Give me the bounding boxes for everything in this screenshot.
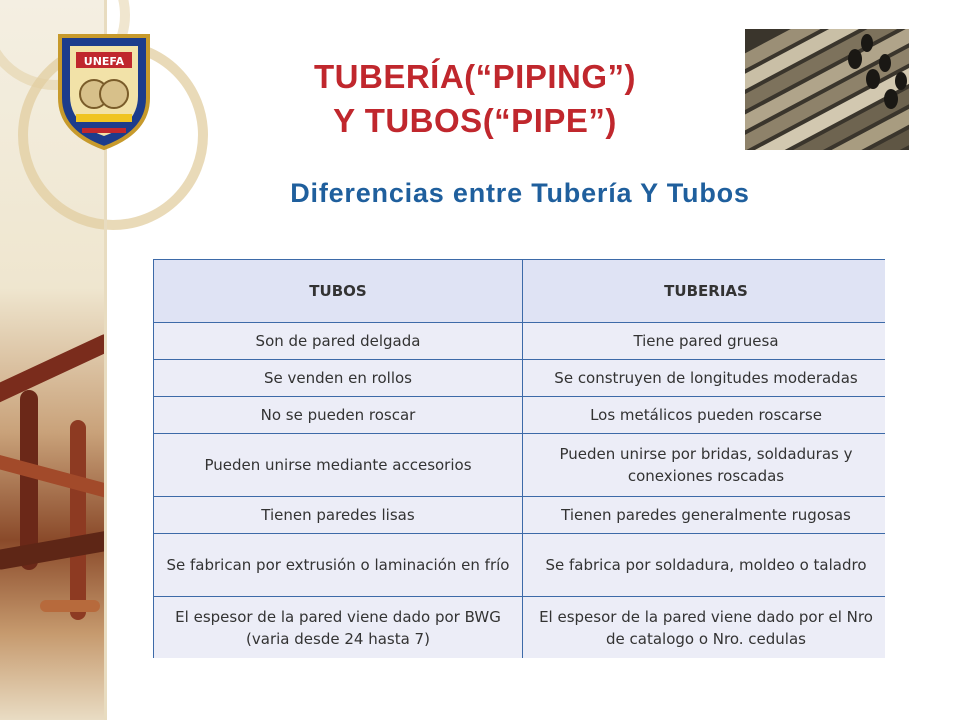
cell-tubos: No se pueden roscar <box>154 397 523 434</box>
table-header-row <box>154 260 886 323</box>
comparison-table <box>153 259 885 658</box>
pipes-photo <box>745 29 909 150</box>
logo-text: UNEFA <box>83 55 125 68</box>
table-row <box>154 397 886 434</box>
cell-tuberias: Pueden unirse por bridas, soldaduras y conexiones roscadas <box>523 434 886 497</box>
cell-tuberias: Se construyen de longitudes moderadas <box>523 360 886 397</box>
cell-tuberias: Tiene pared gruesa <box>523 323 886 360</box>
cell-tubos: Se fabrican por extrusión o laminación en frío <box>154 534 523 597</box>
cell-tubos: Se venden en rollos <box>154 360 523 397</box>
cell-tuberias: Tienen paredes generalmente rugosas <box>523 497 886 534</box>
table-row <box>154 323 886 360</box>
cell-tuberias: Se fabrica por soldadura, moldeo o taladro <box>523 534 886 597</box>
cell-tuberias: Los metálicos pueden roscarse <box>523 397 886 434</box>
cell-tuberias: El espesor de la pared viene dado por el Nro de catalogo o Nro. cedulas <box>523 597 886 659</box>
table-row <box>154 597 886 659</box>
cell-tubos: Son de pared delgada <box>154 323 523 360</box>
table-row <box>154 534 886 597</box>
header-tuberias: TUBERIAS <box>523 260 886 323</box>
table-row <box>154 360 886 397</box>
title-line-2: Y TUBOS(“PIPE”) <box>333 102 617 139</box>
page-title <box>240 55 710 143</box>
table-row <box>154 497 886 534</box>
title-line-1: TUBERÍA(“PIPING”) <box>314 58 636 95</box>
table-row <box>154 434 886 497</box>
university-logo <box>52 28 156 152</box>
cell-tubos: El espesor de la pared viene dado por BWG (varia desde 24 hasta 7) <box>154 597 523 659</box>
header-tubos: TUBOS <box>154 260 523 323</box>
section-subtitle: Diferencias entre Tubería Y Tubos <box>290 178 750 208</box>
cell-tubos: Tienen paredes lisas <box>154 497 523 534</box>
cell-tubos: Pueden unirse mediante accesorios <box>154 434 523 497</box>
